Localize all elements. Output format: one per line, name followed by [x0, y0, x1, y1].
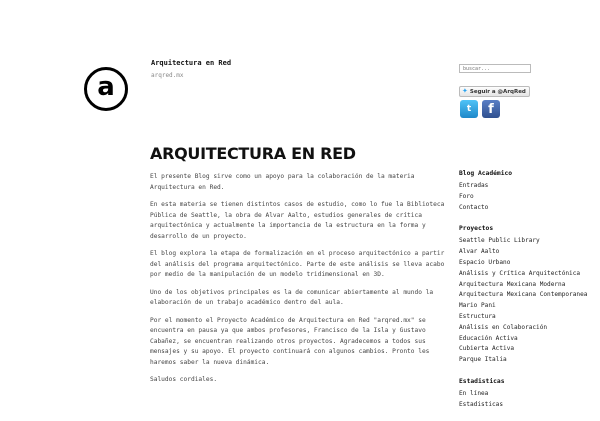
site-url: arqred.mx [151, 72, 184, 79]
facebook-glyph: f [488, 101, 494, 117]
sidebar-item-entradas[interactable] [459, 181, 600, 192]
sidebar-link[interactable]: Espacio Urbano [459, 258, 511, 266]
search-input[interactable] [459, 64, 531, 73]
widget-heading: Proyectos [459, 225, 494, 233]
sidebar-link[interactable]: Seattle Public Library [459, 237, 540, 245]
widget-heading: Blog Académico [459, 170, 513, 177]
sidebar-item-parque-italia[interactable] [459, 355, 600, 366]
sidebar-item-educacion-activa[interactable] [459, 334, 600, 345]
twitter-bird-icon: ✦ [462, 87, 468, 95]
sidebar-link[interactable]: Estructura [459, 312, 496, 320]
sidebar-link[interactable]: Entradas [459, 182, 489, 189]
sidebar-link[interactable]: Cubierta Activa [459, 345, 515, 353]
sidebar-item-analisis-critica[interactable] [459, 269, 600, 280]
site-logo[interactable] [84, 67, 128, 111]
sidebar-link[interactable]: Análisis en Colaboración [459, 323, 548, 331]
sidebar-link[interactable]: Estadisticas [459, 400, 504, 408]
sidebar [459, 168, 600, 421]
sidebar-item-foro[interactable] [459, 192, 600, 203]
sidebar-link[interactable]: En línea [459, 389, 489, 397]
sidebar-link[interactable]: Foro [459, 192, 474, 200]
sidebar-item-arq-mexicana-moderna[interactable] [459, 280, 600, 291]
sidebar-link[interactable]: Parque Italia [459, 356, 507, 364]
sidebar-item-arq-mexicana-contemporanea[interactable] [459, 290, 600, 301]
paragraph: Por el momento el Proyecto Académico de Arquitectura en Red "arqred.mx" se encuentra en pausa ya que ambos profesores, Francisco de la Isla y Gustavo Cabañez, se encuentran realizando otros proyectos. Agradecemos a todos sus mensajes y su apoyo. El proyecto continuará con algunos cambios. Pronto les haremos saber la nueva dinámica. [150, 316, 430, 366]
page-title: ARQUITECTURA EN RED [150, 144, 356, 163]
site-title[interactable]: Arquitectura en Red [151, 59, 232, 67]
paragraph: El presente Blog sirve como un apoyo para la colaboración de la materia Arquitectura en Red. [150, 173, 415, 191]
sidebar-item-analisis-colaboracion[interactable] [459, 323, 600, 334]
sidebar-item-espacio-urbano[interactable] [459, 258, 600, 269]
sidebar-item-en-linea[interactable] [459, 389, 600, 400]
follow-label: Seguir a @ArqRed [469, 88, 526, 95]
widget-heading: Estadisticas [459, 377, 505, 385]
widget-estadisticas [459, 376, 600, 411]
sidebar-item-seattle-public-library[interactable] [459, 236, 600, 247]
sidebar-link[interactable]: Educación Activa [459, 334, 518, 342]
twitter-icon[interactable] [460, 100, 478, 118]
sidebar-item-contacto[interactable] [459, 203, 600, 214]
widget-blog-academico [459, 168, 600, 213]
sidebar-link[interactable]: Mario Pani [459, 302, 496, 310]
paragraph: En esta materia se tienen distintos casos de estudio, como lo fue la Biblioteca Pública de Seattle, la obra de Alvar Aalto, estudios generales de crítica arquitectónica y actualmente la importancia de la estructura en la forma y desarrollo de un proyecto. [150, 201, 445, 240]
sidebar-link[interactable]: Análisis y Crítica Arquitectónica [459, 269, 581, 277]
widget-proyectos [459, 223, 600, 366]
sidebar-link[interactable]: Arquitectura Mexicana Moderna [459, 280, 566, 288]
sidebar-item-estructura[interactable] [459, 312, 600, 323]
facebook-icon[interactable] [482, 100, 500, 118]
sidebar-item-cubierta-activa[interactable] [459, 344, 600, 355]
sidebar-item-mario-pani[interactable] [459, 301, 600, 312]
logo-letter: a [97, 72, 115, 102]
paragraph: El blog explora la etapa de formalización en el proceso arquitectónico a partir del análisis del programa arquitectónico. Parte de este análisis se lleva acabo por medio de la manipulación de un modelo tridimensional en 3D. [150, 250, 445, 278]
main-content [150, 172, 446, 393]
sidebar-link[interactable]: Arquitectura Mexicana Contemporanea [459, 291, 588, 299]
paragraph: Uno de los objetivos principales es la de comunicar abiertamente al mundo la elaboración de un trabajo académico dentro del aula. [150, 288, 434, 306]
sidebar-item-alvar-aalto[interactable] [459, 247, 600, 258]
twitter-glyph: t [466, 104, 472, 114]
follow-twitter-button[interactable] [459, 86, 530, 97]
sidebar-link[interactable]: Contacto [459, 203, 489, 211]
sidebar-link[interactable]: Alvar Aalto [459, 248, 500, 256]
sidebar-item-estadisticas[interactable] [459, 400, 600, 411]
paragraph: Saludos cordiales. [150, 376, 218, 383]
